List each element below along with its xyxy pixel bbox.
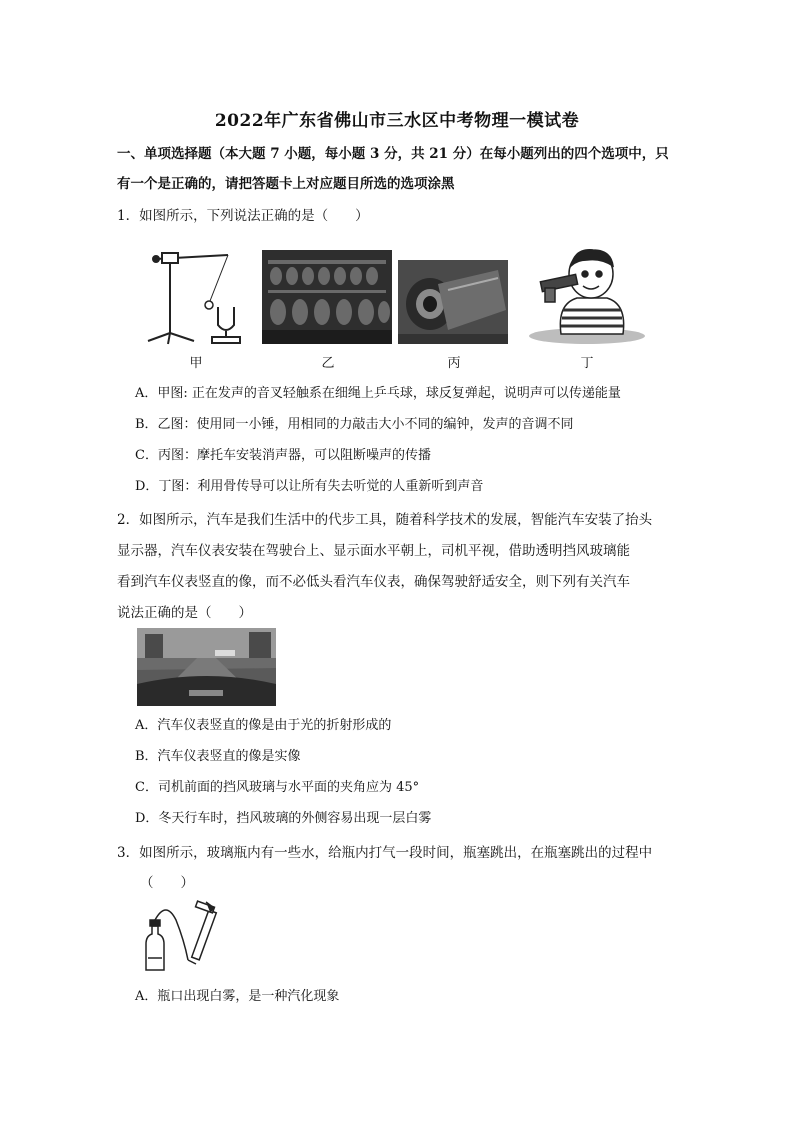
question-2-option-a: A．汽车仪表竖直的像是由于光的折射形成的 xyxy=(135,718,392,733)
figure-label-yi: 乙 xyxy=(321,356,335,371)
question-3-stem-line-1: 3．如图所示，玻璃瓶内有一些水，给瓶内打气一段时间，瓶塞跳出，在瓶塞跳出的过程中 xyxy=(117,845,653,861)
figure-hud-windshield-photo xyxy=(137,628,276,706)
section-heading-line-1: 一、单项选择题（本大题 7 小题，每小题 3 分，共 21 分）在每小题列出的四个选项中，只 xyxy=(117,146,669,162)
question-2-stem-line-4: 说法正确的是（ ） xyxy=(117,605,252,621)
question-2-option-c: C．司机前面的挡风玻璃与水平面的夹角应为 45° xyxy=(135,780,420,795)
question-2-option-d: D．冬天行车时，挡风玻璃的外侧容易出现一层白雾 xyxy=(135,811,432,826)
section-heading-line-2: 有一个是正确的，请把答题卡上对应题目所选的选项涂黑 xyxy=(117,176,455,192)
figure-ding-bone-conduction-cartoon xyxy=(527,244,647,344)
figure-label-ding: 丁 xyxy=(580,356,594,371)
question-1-option-d: D．丁图：利用骨传导可以让所有失去听觉的人重新听到声音 xyxy=(135,479,484,494)
question-1-stem: 1．如图所示，下列说法正确的是（ ） xyxy=(117,208,369,224)
question-1-option-c: C．丙图：摩托车安装消声器，可以阻断噪声的传播 xyxy=(135,448,431,463)
question-3-option-a: A．瓶口出现白雾，是一种汽化现象 xyxy=(135,989,340,1004)
question-2-stem-line-1: 2．如图所示，汽车是我们生活中的代步工具，随着科学技术的发展，智能汽车安装了抬头 xyxy=(117,512,653,528)
question-2-option-b: B．汽车仪表竖直的像是实像 xyxy=(135,749,301,764)
figure-bottle-pump xyxy=(136,900,226,976)
question-3-stem-line-2: （ ） xyxy=(140,875,194,891)
question-1-option-b: B．乙图：使用同一小锤，用相同的力敲击大小不同的编钟，发声的音调不同 xyxy=(135,417,574,432)
page-title: 2022年广东省佛山市三水区中考物理一模试卷 xyxy=(214,111,580,131)
figure-bing-muffler-photo xyxy=(398,260,508,344)
question-2-stem-line-2: 显示器，汽车仪表安装在驾驶台上、显示面水平朝上，司机平视，借助透明挡风玻璃能 xyxy=(117,543,630,559)
figure-yi-chime-bells-photo xyxy=(262,250,392,344)
question-1-option-a: A．甲图: 正在发声的音叉轻触系在细绳上乒乓球，球反复弹起，说明声可以传递能量 xyxy=(135,386,621,401)
figure-label-jia: 甲 xyxy=(189,356,203,371)
question-2-stem-line-3: 看到汽车仪表竖直的像，而不必低头看汽车仪表，确保驾驶舒适安全，则下列有关汽车 xyxy=(117,574,630,590)
figure-label-bing: 丙 xyxy=(447,356,461,371)
figure-jia-tuning-fork xyxy=(138,245,248,345)
